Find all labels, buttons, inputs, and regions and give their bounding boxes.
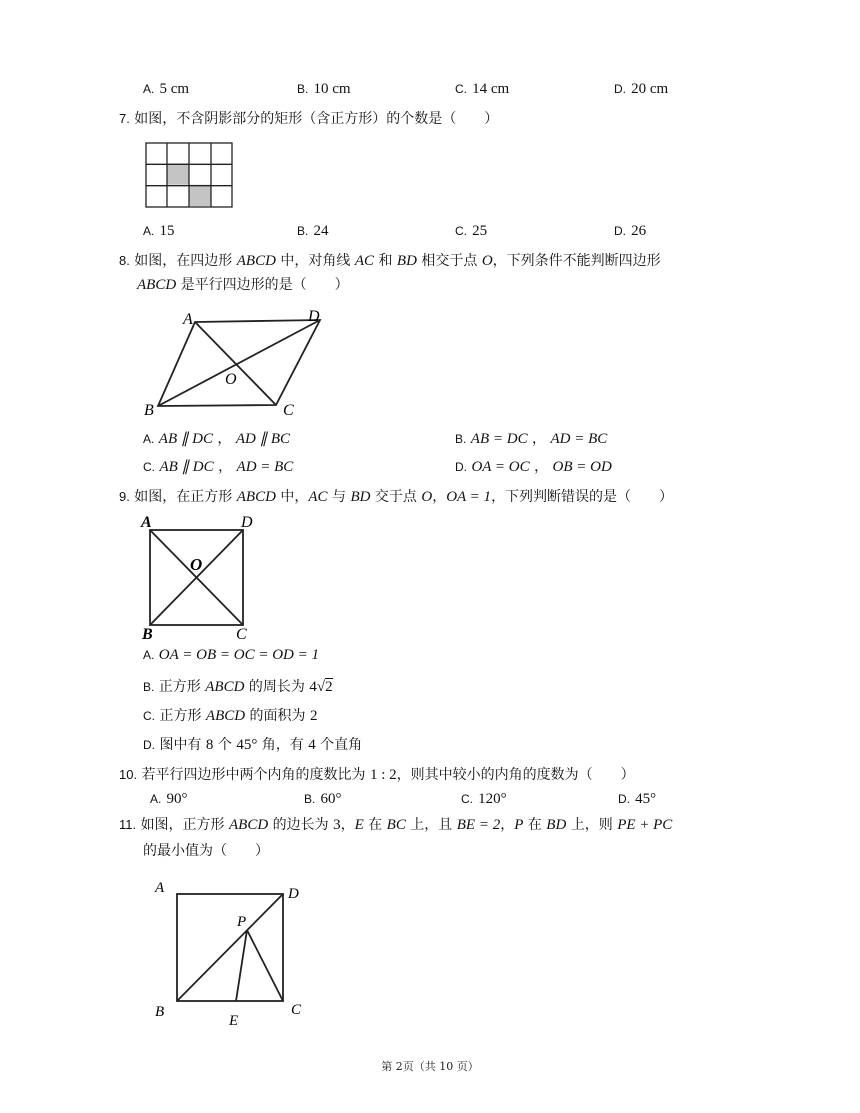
q6-option-c: C. 14 cm bbox=[455, 81, 510, 97]
q11-label-c: C bbox=[291, 1002, 302, 1018]
q8-stem-line2: ABCD 是平行四边形的是（ ） bbox=[137, 277, 349, 293]
shaded-cell-1 bbox=[167, 163, 189, 184]
q7-option-b: B. 24 bbox=[297, 223, 329, 239]
q11-label-d: D bbox=[288, 886, 299, 902]
q9-option-d: D. 图中有 8 个 45° 角，有 4 个直角 bbox=[143, 737, 363, 753]
q7-stem: 7. 如图，不含阴影部分的矩形（含正方形）的个数是（ ） bbox=[119, 111, 499, 127]
q10-option-d: D. 45° bbox=[618, 791, 657, 807]
q11-stem-line1: 11. 如图，正方形 ABCD 的边长为 3，E 在 BC 上，且 BE = 2，P 在 BD 上，则 PE + PC bbox=[119, 817, 673, 833]
q6-option-d: D. 20 cm bbox=[614, 81, 669, 97]
q9-label-a: A bbox=[141, 514, 152, 531]
q10-stem: 10. 若平行四边形中两个内角的度数比为 1 : 2，则其中较小的内角的度数为（ ） bbox=[119, 767, 635, 783]
q9-stem: 9. 如图，在正方形 ABCD 中，AC 与 BD 交于点 O，OA = 1，下列判断错误的是（ ） bbox=[119, 489, 674, 505]
q10-option-b: B. 60° bbox=[304, 791, 342, 807]
q9-label-d: D bbox=[241, 514, 253, 531]
q9-square-figure bbox=[140, 510, 258, 642]
q8-stem-line1: 8. 如图，在四边形 ABCD 中，对角线 AC 和 BD 相交于点 O，下列条件不能判断四边形 bbox=[119, 253, 661, 269]
q9-option-c: C. 正方形 ABCD 的面积为 2 bbox=[143, 708, 318, 724]
page-footer: 第 2页（共 10 页） bbox=[381, 1060, 479, 1073]
q8-option-c: C. AB ∥ DC ， AD = BC bbox=[143, 459, 294, 475]
q8-label-d: D bbox=[308, 308, 320, 325]
q8-label-a: A bbox=[183, 311, 193, 328]
q6-option-b: B. 10 cm bbox=[297, 81, 351, 97]
q11-square-figure bbox=[145, 872, 315, 1032]
q9-label-c: C bbox=[236, 626, 247, 642]
q9-label-o: O bbox=[190, 555, 203, 574]
q9-option-a: A. OA = OB = OC = OD = 1 bbox=[143, 647, 320, 663]
radical-sign: √ bbox=[316, 679, 326, 695]
q8-option-d: D. OA = OC ， OB = OD bbox=[455, 459, 612, 475]
q8-label-b: B bbox=[144, 402, 154, 419]
q7-option-d: D. 26 bbox=[614, 223, 647, 239]
q8-label-c: C bbox=[283, 402, 294, 419]
q9-label-b: B bbox=[142, 626, 153, 642]
q7-option-c: C. 25 bbox=[455, 223, 488, 239]
q6-option-a: A. 5 cm bbox=[143, 81, 190, 97]
q11-label-b: B bbox=[155, 1004, 165, 1020]
q8-parallelogram-figure bbox=[140, 302, 340, 422]
q10-option-a: A. 90° bbox=[150, 791, 188, 807]
q11-label-a: A bbox=[155, 880, 165, 896]
shaded-cell-2 bbox=[189, 185, 211, 206]
q8-option-b: B. AB = DC ， AD = BC bbox=[455, 431, 608, 447]
q11-label-p: P bbox=[237, 914, 247, 930]
q11-label-e: E bbox=[229, 1013, 239, 1029]
q7-option-a: A. 15 bbox=[143, 223, 175, 239]
q8-option-a: A. AB ∥ DC ， AD ∥ BC bbox=[143, 431, 291, 447]
q8-label-o: O bbox=[225, 371, 237, 388]
q10-option-c: C. 120° bbox=[461, 791, 507, 807]
q11-stem-line2: 的最小值为（ ） bbox=[143, 843, 269, 859]
q7-grid-figure bbox=[145, 142, 233, 208]
q9-option-b: B. 正方形 ABCD 的周长为 4√2 bbox=[143, 679, 333, 695]
